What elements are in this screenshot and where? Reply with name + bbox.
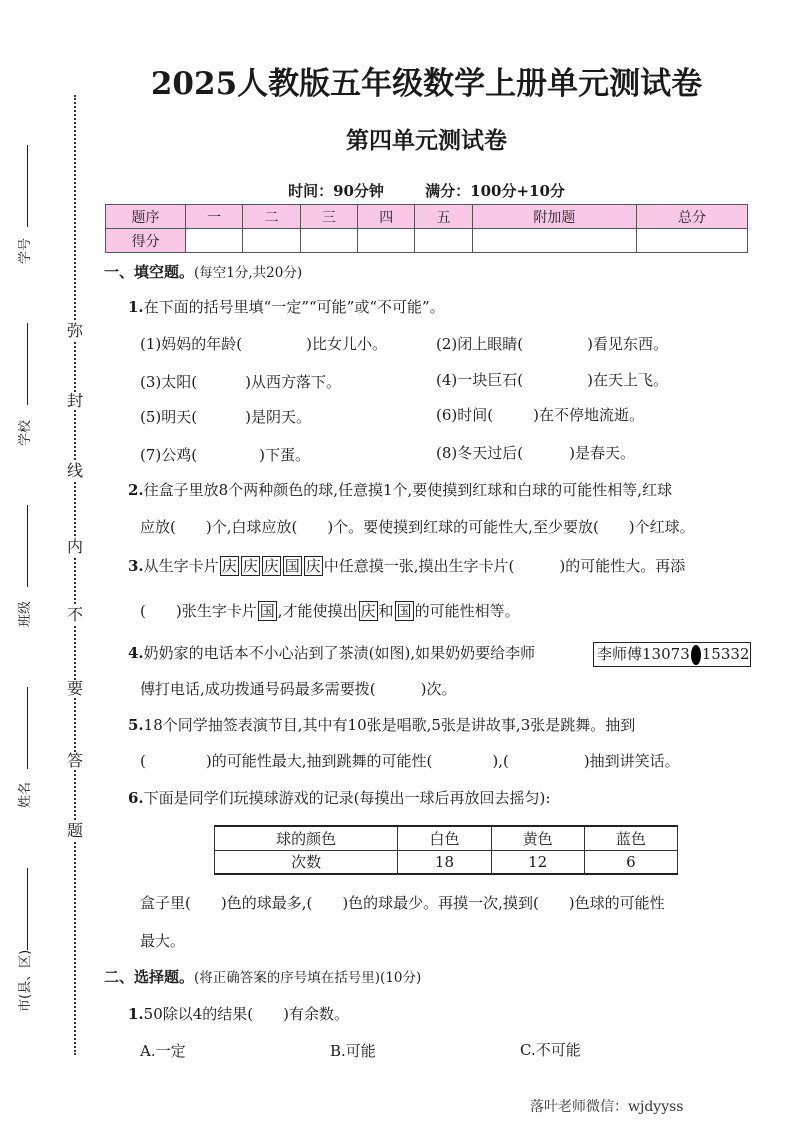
section-2-note: (将正确答案的序号填在括号里)(10分) [194, 970, 422, 986]
school-rule[interactable] [27, 323, 28, 405]
question-text: 的可能性相等。 [414, 602, 520, 620]
phone-contact-name: 李师傅 [597, 645, 643, 663]
question-text: 在下面的括号里填“一定”“可能”或“不可能”。 [143, 298, 445, 316]
item-text: (6)时间( [436, 406, 494, 424]
item-text: )下蛋。 [259, 446, 310, 464]
item-text: )看见东西。 [587, 335, 668, 353]
exam-info [0, 180, 793, 201]
seal-char: 封 [67, 391, 84, 410]
item-text: (7)公鸡( [140, 446, 198, 464]
char-card: 庆 [242, 557, 258, 575]
char-card: 国 [284, 557, 300, 575]
score-col-3: 三 [300, 205, 357, 229]
seal-char: 不 [67, 605, 84, 624]
seal-char: 线 [67, 461, 84, 480]
score-col-bonus: 附加题 [472, 205, 636, 229]
score-col-1: 一 [186, 205, 243, 229]
seal-char: 内 [67, 537, 84, 556]
item-text: )从西方落下。 [245, 373, 341, 391]
item-text: )在不停地流逝。 [533, 406, 644, 424]
question-text: ( )张生字卡片 [140, 602, 257, 620]
question-1-4-line1 [128, 643, 535, 663]
q1-item-1 [140, 334, 387, 354]
question-1-1 [128, 297, 445, 317]
q1-item-5 [140, 407, 311, 427]
class-label: 班级 [18, 600, 33, 627]
question-number: 5. [128, 716, 144, 734]
score-col-total: 总分 [637, 205, 748, 229]
question-1-6-line2: 最大。 [140, 932, 186, 950]
question-text: ,才能使摸出 [277, 602, 358, 620]
table-header: 球的颜色 [215, 826, 398, 850]
table-header: 黄色 [491, 826, 584, 850]
option-b[interactable]: B.可能 [330, 1042, 376, 1060]
question-number: 6. [128, 789, 144, 807]
seal-char: 弥 [67, 321, 84, 340]
question-text: 往盒子里放8个两种颜色的球,任意摸1个,要使摸到红球和白球的可能性相等,红球 [143, 481, 673, 499]
question-text: 下面是同学们玩摸球游戏的记录(每摸出一球后再放回去摇匀): [143, 789, 551, 807]
section-1-note: (每空1分,共20分) [194, 265, 303, 281]
student-id-label: 学号 [18, 237, 33, 264]
question-1-5-line1 [128, 715, 635, 735]
phone-number-part: 13073 [642, 645, 690, 663]
score-cell[interactable] [637, 229, 748, 253]
score-col-4: 四 [358, 205, 415, 229]
score-cell[interactable] [300, 229, 357, 253]
question-number: 2. [128, 481, 144, 499]
question-number: 3. [128, 557, 144, 575]
q1-item-8 [436, 443, 635, 463]
question-text: 从生字卡片 [143, 557, 219, 575]
section-2-heading [104, 967, 421, 988]
unit-title: 第四单元测试卷 [346, 127, 507, 154]
question-1-5-line2: ( )的可能性最大,抽到跳舞的可能性( ),( )抽到讲笑话。 [140, 752, 680, 770]
table-cell: 18 [398, 850, 491, 874]
question-1-6-line1: 盒子里( )色的球最多,( )色的球最少。再摸一次,摸到( )色球的可能性 [140, 894, 665, 912]
tea-stain [691, 645, 701, 665]
table-header: 蓝色 [584, 826, 677, 850]
district-rule[interactable] [27, 868, 28, 950]
phone-note-image [593, 642, 751, 667]
score-cell[interactable] [415, 229, 472, 253]
district-label: 市(县、区) [18, 949, 33, 1012]
score-cell[interactable] [472, 229, 636, 253]
item-text: (3)太阳( [140, 373, 198, 391]
question-text: 奶奶家的电话本不小心沾到了茶渍(如图),如果奶奶要给李师 [143, 644, 536, 662]
q1-item-7 [140, 445, 310, 465]
score-cell[interactable] [186, 229, 243, 253]
char-card: 庆 [360, 602, 376, 620]
phone-number-part: 15332 [701, 645, 750, 663]
question-text: 和 [378, 602, 394, 620]
section-1-heading [104, 262, 302, 283]
name-label: 姓名 [18, 781, 33, 808]
seal-char: 答 [67, 751, 84, 770]
section-2-title: 二、选择题。 [104, 968, 195, 986]
section-1-title: 一、填空题。 [104, 263, 195, 281]
name-rule[interactable] [27, 687, 28, 769]
seal-char: 要 [67, 679, 84, 698]
table-cell: 12 [491, 850, 584, 874]
question-text: 50除以4的结果( )有余数。 [143, 1005, 350, 1023]
page-title: 2025人教版五年级数学上册单元测试卷 [150, 66, 703, 102]
q1-item-2 [436, 334, 668, 354]
q1-item-3 [140, 372, 341, 392]
char-card: 庆 [263, 557, 279, 575]
item-text: (4)一块巨石( [436, 371, 524, 389]
question-1-2-line1 [128, 480, 672, 500]
question-text: 18个同学抽签表演节目,其中有10张是唱歌,5张是讲故事,3张是跳舞。抽到 [143, 716, 636, 734]
question-number: 1. [128, 298, 144, 316]
score-table [105, 204, 748, 253]
item-text: (5)明天( [140, 408, 198, 426]
exam-time: 时间：90分钟 [288, 182, 384, 200]
score-col-2: 二 [243, 205, 300, 229]
class-rule[interactable] [27, 505, 28, 587]
item-text: )是阴天。 [245, 408, 311, 426]
table-header: 白色 [398, 826, 491, 850]
score-cell[interactable] [243, 229, 300, 253]
question-1-6 [128, 788, 550, 808]
seal-char: 题 [67, 821, 84, 840]
ball-record-table [214, 825, 678, 875]
question-number: 4. [128, 644, 144, 662]
school-label: 学校 [18, 419, 33, 446]
item-text: )比女儿小。 [306, 335, 387, 353]
q1-item-6 [436, 405, 644, 425]
question-number: 1. [128, 1005, 144, 1023]
item-text: (1)妈妈的年龄( [140, 335, 243, 353]
item-text: (2)闭上眼睛( [436, 335, 524, 353]
char-card: 国 [259, 602, 275, 620]
question-text: 中任意摸一张,摸出生字卡片( )的可能性大。再添 [323, 557, 686, 575]
table-row-label: 次数 [215, 850, 398, 874]
question-1-2-line2: 应放( )个,白球应放( )个。要使摸到红球的可能性大,至少要放( )个红球。 [140, 518, 695, 536]
option-c[interactable]: C.不可能 [520, 1041, 581, 1059]
score-table-row-label: 题序 [106, 205, 186, 229]
item-text: (8)冬天过后( [436, 444, 524, 462]
seal-dotted-line [74, 95, 84, 1055]
char-card: 国 [396, 602, 412, 620]
question-1-3-line1 [128, 556, 685, 576]
item-text: )是春天。 [569, 444, 635, 462]
score-cell[interactable] [358, 229, 415, 253]
table-cell: 6 [584, 850, 677, 874]
item-text: )在天上飞。 [587, 371, 668, 389]
exam-full-score: 满分：100分+10分 [425, 182, 565, 200]
q1-item-4 [436, 370, 668, 390]
watermark: 落叶老师微信：wjdyyss [530, 1099, 684, 1115]
char-card: 庆 [221, 557, 237, 575]
question-1-4-line2: 傅打电话,成功拨通号码最多需要拨( )次。 [140, 680, 457, 698]
question-2-1 [128, 1004, 349, 1024]
option-a[interactable]: A.一定 [140, 1042, 186, 1060]
question-1-3-line2 [140, 601, 520, 621]
char-card: 庆 [305, 557, 321, 575]
score-col-5: 五 [415, 205, 472, 229]
score-table-row-label: 得分 [106, 229, 186, 253]
